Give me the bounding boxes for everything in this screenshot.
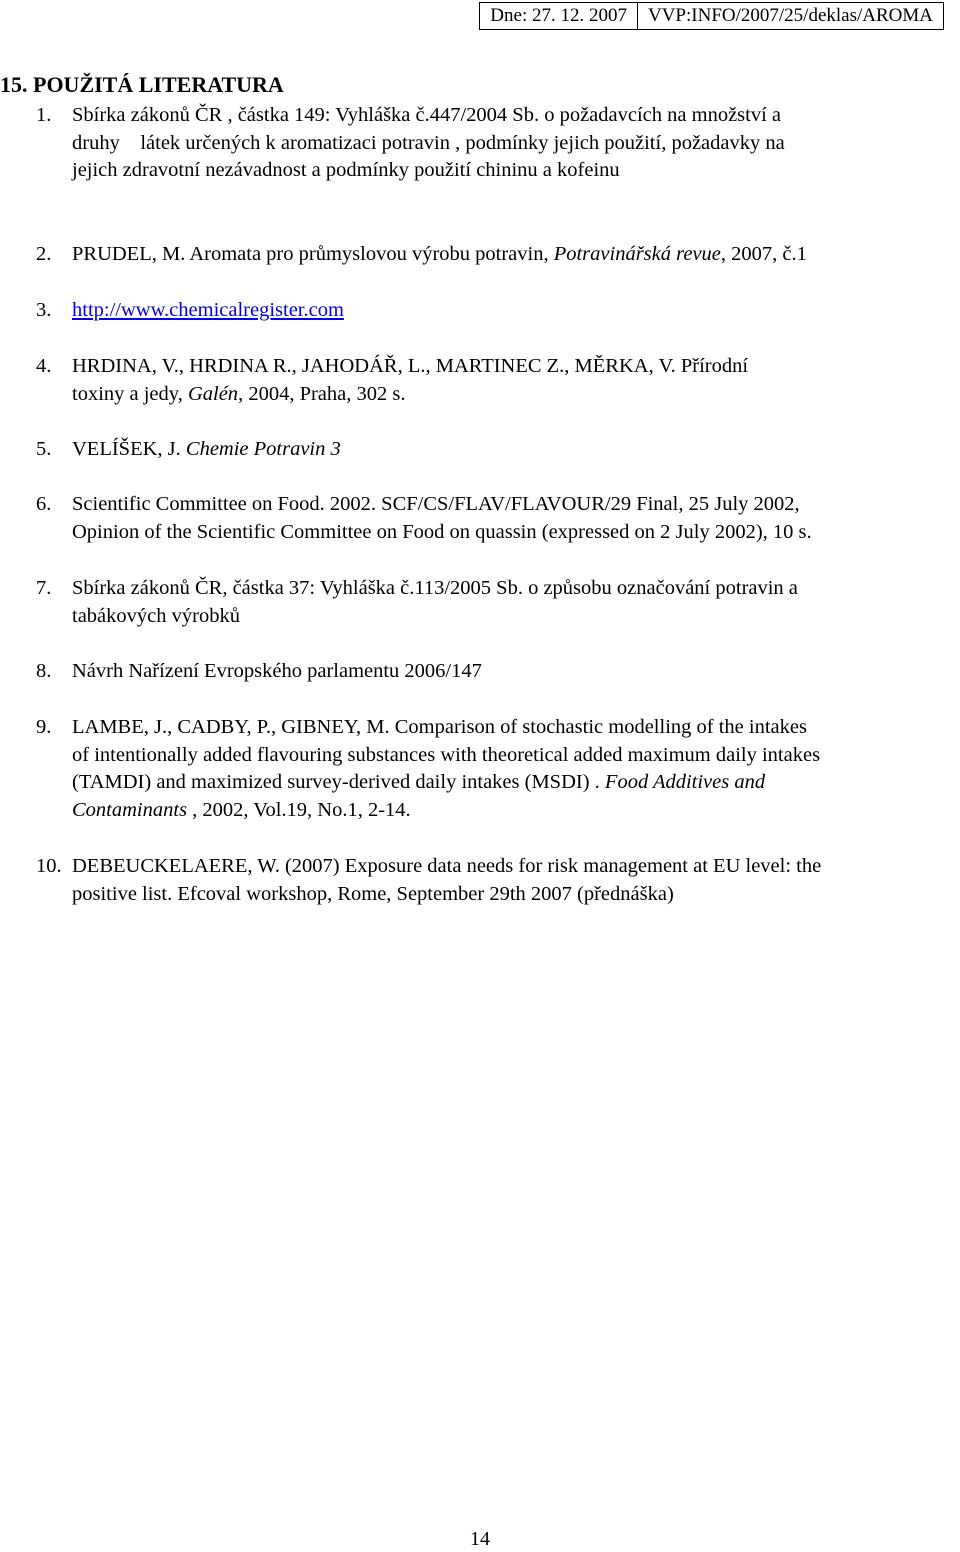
reference-number: 8.	[36, 660, 52, 682]
reference-number: 10.	[36, 855, 62, 877]
reference-details: , 2007, č.1	[720, 243, 807, 265]
reference-item	[0, 241, 960, 269]
reference-line: tabákových výrobků	[72, 604, 240, 627]
journal-name-continued: Contaminants	[72, 798, 188, 821]
reference-line	[72, 381, 960, 409]
reference-item	[0, 575, 960, 630]
reference-details: , 2004, Praha, 302 s.	[238, 382, 406, 405]
reference-number: 9.	[36, 716, 52, 738]
reference-item	[0, 353, 960, 408]
book-title: Chemie Potravin 3	[185, 438, 341, 460]
reference-line: LAMBE, J., CADBY, P., GIBNEY, M. Comparison of stochastic modelling of the intakes	[72, 716, 807, 738]
reference-number: 5.	[36, 438, 52, 460]
reference-line: druhy látek určených k aromatizaci potravin , podmínky jejich použití, požadavky na	[72, 131, 785, 154]
reference-details: , 2002, Vol.19, No.1, 2-14.	[187, 798, 411, 821]
reference-line: of intentionally added flavouring substances with theoretical added maximum daily intakes	[72, 743, 821, 766]
reference-number: 1.	[36, 104, 52, 126]
reference-number: 4.	[36, 355, 52, 377]
reference-authors-title: PRUDEL, M. Aromata pro průmyslovou výrobu potravin,	[72, 243, 554, 265]
reference-link[interactable]: http://www.chemicalregister.com	[72, 299, 344, 321]
journal-name: Potravinářská revue	[553, 243, 721, 265]
reference-line: Sbírka zákonů ČR, částka 37: Vyhláška č.113/2005 Sb. o způsobu označování potravin a	[72, 577, 798, 599]
reference-authors: VELÍŠEK, J.	[72, 438, 186, 460]
reference-item	[0, 436, 960, 464]
reference-line: Scientific Committee on Food. 2002. SCF/CS/FLAV/FLAVOUR/29 Final, 25 July 2002,	[72, 493, 800, 515]
publisher-name: Galén	[187, 382, 239, 405]
reference-item	[0, 853, 960, 908]
reference-number: 2.	[36, 243, 52, 265]
reference-text	[72, 241, 960, 269]
page-number: 14	[470, 1528, 490, 1550]
reference-line: Návrh Nařízení Evropského parlamentu 2006/147	[72, 660, 482, 682]
reference-line: Opinion of the Scientific Committee on Food on quassin (expressed on 2 July 2002), 10 s.	[72, 520, 812, 543]
reference-item	[0, 658, 960, 686]
header-docref: VVP:INFO/2007/25/deklas/AROMA	[637, 3, 943, 29]
reference-number: 7.	[36, 577, 52, 599]
reference-line: HRDINA, V., HRDINA R., JAHODÁŘ, L., MARTINEC Z., MĚRKA, V. Přírodní	[72, 355, 749, 377]
reference-item	[0, 297, 960, 325]
reference-line: DEBEUCKELAERE, W. (2007) Exposure data needs for risk management at EU level: the	[72, 855, 822, 877]
reference-number: 6.	[36, 493, 52, 515]
reference-line: positive list. Efcoval workshop, Rome, September 29th 2007 (přednáška)	[72, 882, 674, 905]
reference-line: jejich zdravotní nezávadnost a podmínky použití chininu a kofeinu	[72, 159, 620, 181]
reference-title: toxiny a jedy,	[72, 382, 188, 405]
reference-line	[72, 769, 960, 797]
header-date: Dne: 27. 12. 2007	[490, 5, 627, 26]
reference-item	[0, 102, 960, 185]
document-header	[479, 2, 944, 30]
reference-item	[0, 491, 960, 546]
reference-number: 3.	[36, 299, 52, 321]
reference-line: Sbírka zákonů ČR , částka 149: Vyhláška č.447/2004 Sb. o požadavcích na množství a	[72, 104, 782, 126]
reference-line	[72, 797, 960, 825]
section-title: 15. POUŽITÁ LITERATURA	[0, 72, 284, 97]
journal-name: Food Additives and	[604, 771, 766, 793]
reference-text: (TAMDI) and maximized survey-derived daily intakes (MSDI) .	[72, 771, 605, 793]
reference-item	[0, 714, 960, 824]
reference-text	[72, 436, 960, 464]
